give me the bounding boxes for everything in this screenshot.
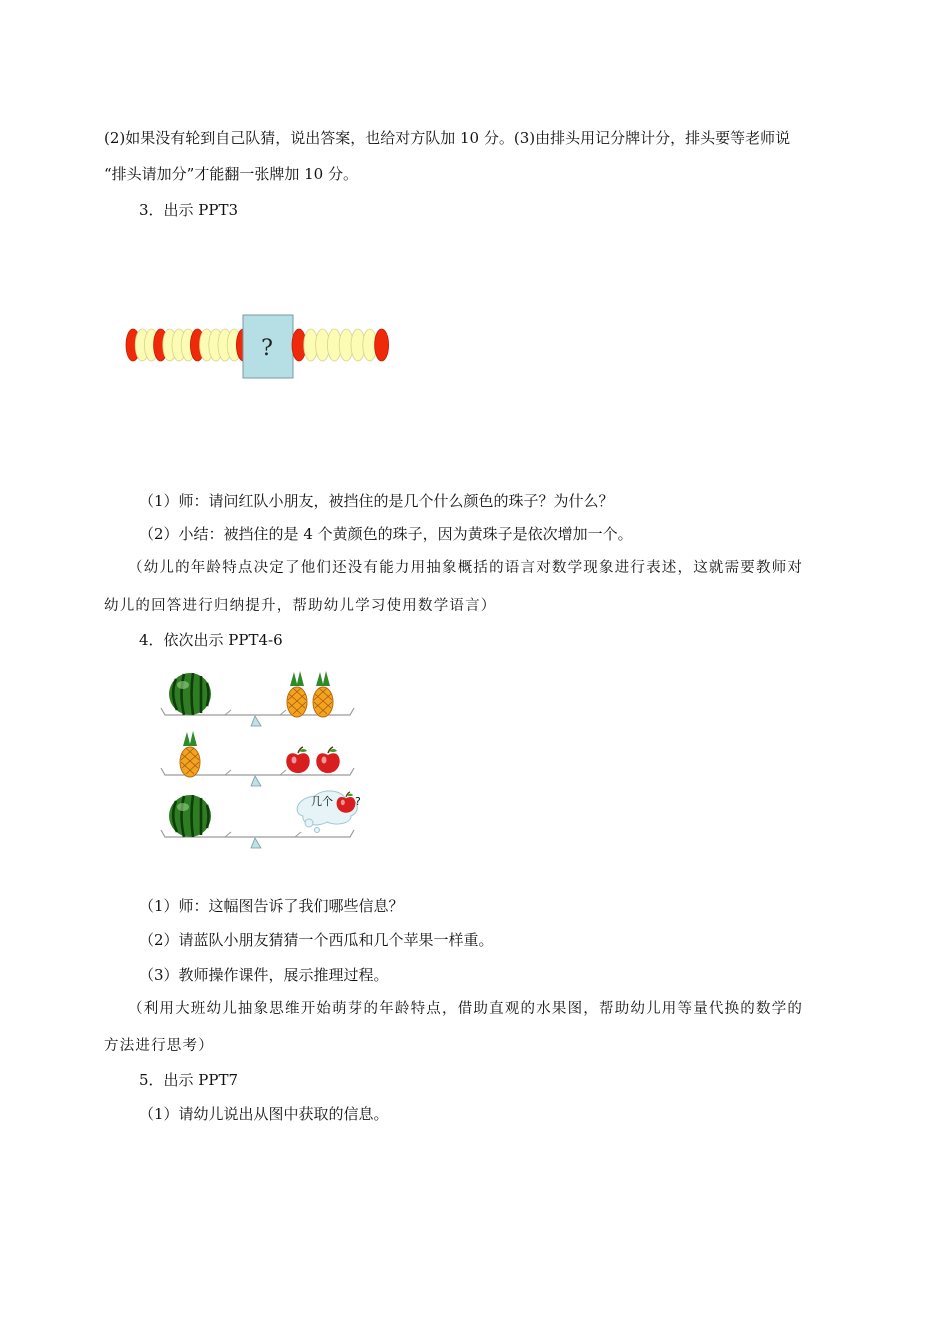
pineapple-icon bbox=[180, 731, 200, 777]
teaching-note-1a: （幼儿的年龄特点决定了他们还没有能力用抽象概括的语言对数学现象进行表述，这就需要教师对 bbox=[128, 560, 804, 576]
watermelon-icon bbox=[169, 795, 211, 837]
teaching-note-2a: （利用大班幼儿抽象思维开始萌芽的年龄特点，借助直观的水果图，帮助幼儿用等量代换的数学的 bbox=[128, 1001, 804, 1017]
bead-pattern-figure bbox=[118, 312, 388, 384]
cloud-question-prefix: 几个 bbox=[311, 795, 333, 808]
heading-step-3: 3．出示 PPT3 bbox=[139, 201, 239, 219]
pineapple-icon bbox=[287, 671, 307, 717]
paragraph-rule-2-3: (2)如果没有轮到自己队猜，说出答案，也给对方队加 10 分。(3)由排头用记分牌计分，排头要等老师说 bbox=[104, 129, 791, 147]
balance-scale-3 bbox=[155, 790, 360, 852]
heading-step-4: 4．依次出示 PPT4-6 bbox=[139, 631, 283, 649]
heading-step-5: 5．出示 PPT7 bbox=[139, 1071, 239, 1089]
watermelon-icon bbox=[169, 673, 211, 715]
teaching-note-2b: 方法进行思考） bbox=[104, 1038, 214, 1054]
question-r1: （1）师：这幅图告诉了我们哪些信息？ bbox=[139, 897, 404, 915]
question-r2: （2）请蓝队小朋友猜猜一个西瓜和几个苹果一样重。 bbox=[139, 931, 494, 949]
pineapple-icon bbox=[313, 671, 333, 717]
balance-scale-2 bbox=[155, 728, 360, 790]
question-1: （1）师：请问红队小朋友，被挡住的是几个什么颜色的珠子？为什么？ bbox=[139, 492, 614, 510]
question-r3: （3）教师操作课件，展示推理过程。 bbox=[139, 966, 389, 984]
instruction-s1: （1）请幼儿说出从图中获取的信息。 bbox=[139, 1105, 389, 1123]
bead-row-right bbox=[292, 329, 389, 361]
teaching-note-1b: 幼儿的回答进行归纳提升，帮助幼儿学习使用数学语言） bbox=[104, 598, 497, 614]
bead-pattern-svg bbox=[118, 312, 388, 384]
thought-cloud bbox=[297, 791, 361, 833]
summary-2: （2）小结：被挡住的是 4 个黄颜色的珠子，因为黄珠子是依次增加一个。 bbox=[139, 525, 633, 543]
paragraph-rule-3-cont: “排头请加分”才能翻一张牌加 10 分。 bbox=[104, 165, 358, 183]
cloud-question-mark: ? bbox=[355, 795, 361, 808]
bead-row-left bbox=[126, 329, 250, 361]
balance-scale-1 bbox=[155, 668, 360, 730]
bead-red bbox=[375, 329, 389, 361]
apple-icon bbox=[316, 747, 339, 773]
hidden-beads-question-mark: ? bbox=[261, 336, 273, 361]
apple-icon bbox=[286, 747, 309, 773]
